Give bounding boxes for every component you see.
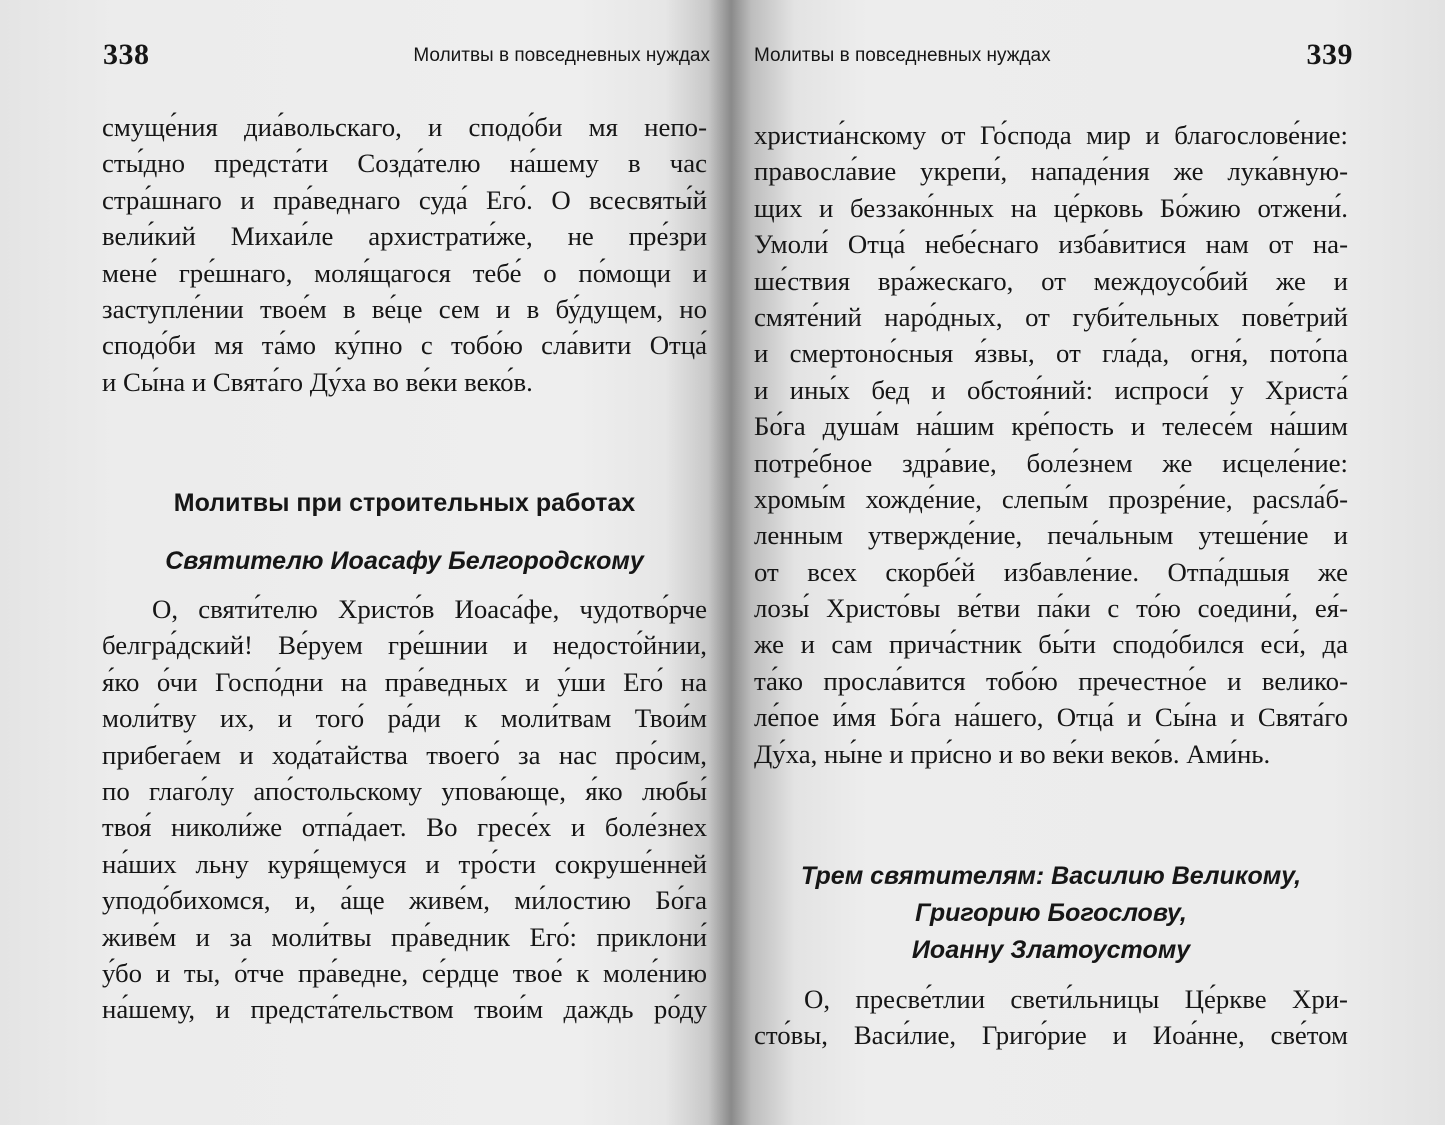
text-line: сто́вы, Васи́лие, Григо́рие и Иоа́нне, све́том bbox=[754, 1020, 1348, 1051]
text-line: белгра́дский! Ве́руем гре́шнии и недосто́йнии, bbox=[102, 630, 707, 661]
text-line: уподо́бихомся, и, а́ще живе́м, ми́лостию Бо́га bbox=[102, 885, 707, 916]
text-line: Умоли́ Отца́ небе́снаго изба́витися нам от на- bbox=[754, 229, 1348, 260]
text-line: ше́ствия вра́жескаго, от междоусо́бий же и bbox=[754, 265, 1348, 296]
running-head-left: Молитвы в повседневных нуждах bbox=[413, 45, 710, 66]
text-line: от всех скорбе́й избавле́ние. Отпа́дшыя же bbox=[754, 556, 1348, 587]
section-heading: Молитвы при строительных работах bbox=[173, 489, 636, 517]
text-line: и смертоно́сныя я́звы, от гла́да, огня́, пото́па bbox=[754, 338, 1348, 369]
prayer-heading-line: Иоанну Златоустому bbox=[911, 936, 1191, 964]
text-line: на́ших льну куря́щемуся и тро́сти сокруше́нней bbox=[102, 848, 707, 879]
text-line: вели́кий Михаи́ле архистрати́же, не пре́зри bbox=[102, 221, 707, 252]
right-page-top-text bbox=[754, 117, 1348, 772]
text-line: О, пресве́тлии свети́льницы Це́ркве Хри- bbox=[804, 984, 1348, 1014]
right-page bbox=[728, 0, 1445, 1125]
right-page-bottom-text bbox=[754, 981, 1348, 1054]
text-line: заступле́нии твое́м в ве́це сем и в бу́дущем, но bbox=[102, 293, 707, 324]
text-line: сты́дно предста́ти Созда́телю на́шему в час bbox=[102, 148, 707, 179]
prayer-heading: Святителю Иоасафу Белгородскому bbox=[165, 547, 644, 575]
text-line: же и сам прича́стник бы́ти сподо́бился еси́, да bbox=[754, 629, 1348, 660]
prayer-heading-three-hierarchs bbox=[754, 858, 1348, 969]
text-line: та́ко просла́вится тобо́ю пречестно́е и велико- bbox=[754, 665, 1348, 696]
text-line: и ины́х бед и обстоя́ний: испроси́ у Христа́ bbox=[754, 374, 1348, 405]
text-line: ле́пое и́мя Бо́га на́шего, Отца́ и Сы́на и Свята́го bbox=[754, 702, 1348, 733]
text-line: смуще́ния диа́вольскаго, и сподо́би мя непо- bbox=[102, 112, 707, 142]
running-head-right: Молитвы в повседневных нуждах bbox=[754, 45, 1051, 66]
text-line: моли́тву их, и того́ ра́ди к моли́твам Твои́м bbox=[102, 703, 707, 734]
text-line: правосла́вие укрепи́, нападе́ния же лука́вную- bbox=[754, 156, 1348, 187]
left-page-top-text bbox=[102, 109, 707, 400]
text-line: сподо́би мя та́мо ку́пно с тобо́ю сла́вити Отца́ bbox=[102, 330, 707, 361]
text-line: ленным утвержде́ние, печа́льным утеше́ние и bbox=[754, 520, 1348, 551]
text-line: Бо́га душа́м на́шим кре́пость и телесе́м на́шим bbox=[754, 411, 1348, 442]
text-line: прибега́ем и хода́тайства твоего́ за нас про́сим, bbox=[102, 739, 707, 770]
prayer-heading-line: Григорию Богослову, bbox=[915, 899, 1187, 927]
text-line: по глаго́лу апо́стольскому упова́юще, я́ко любы́ bbox=[102, 775, 707, 806]
text-line: хромы́м хожде́ние, слепы́м прозре́ние, расsла́б- bbox=[754, 483, 1348, 514]
prayer-heading-line: Трем святителям: Василию Великому, bbox=[800, 862, 1302, 890]
text-line: смяте́ний наро́дных, от губи́тельных пове́трий bbox=[754, 301, 1348, 332]
text-line: на́шему, и предста́тельством твои́м даждь ро́ду bbox=[102, 994, 707, 1025]
text-line: живе́м и за моли́твы пра́ведник Его́: приклони́ bbox=[102, 921, 707, 952]
text-line: христиа́нскому от Го́спода мир и благослове́ние: bbox=[754, 120, 1348, 150]
text-line: и Сы́на и Свята́го Ду́ха во ве́ки веко́в. bbox=[102, 366, 533, 397]
text-line: стра́шнаго и пра́веднаго суда́ Его́. О всесвяты́й bbox=[102, 184, 707, 215]
text-line: щих и беззако́нных на це́рковь Бо́жию отжени́. bbox=[754, 192, 1348, 223]
text-line: мене́ гре́шнаго, моля́щагося тебе́ о по́мощи и bbox=[102, 257, 707, 288]
text-line: потре́бное здра́вие, боле́знем же исцеле́ние: bbox=[754, 447, 1348, 478]
text-line: у́бо и ты, о́тче пра́ведне, се́рдце твое́ к моле́нию bbox=[102, 957, 707, 988]
text-line: Ду́ха, ны́не и при́сно и во ве́ки веко́в. Ами́нь. bbox=[754, 738, 1271, 769]
text-line: О, святи́телю Христо́в Иоаса́фе, чудотво́рче bbox=[152, 594, 707, 624]
text-line: лозы́ Христо́вы ве́тви па́ки с то́ю соедини́, ея́- bbox=[754, 593, 1348, 624]
left-page-bottom-text bbox=[102, 591, 707, 1028]
left-page bbox=[0, 0, 722, 1125]
page-number-right: 339 bbox=[1306, 38, 1353, 71]
text-line: я́ко о́чи Госпо́дни на пра́ведных и у́ши Его́ на bbox=[102, 666, 707, 697]
text-line: твоя́ николи́же отпа́дает. Во гресе́х и боле́знех bbox=[102, 812, 707, 843]
page-number-left: 338 bbox=[103, 38, 150, 71]
